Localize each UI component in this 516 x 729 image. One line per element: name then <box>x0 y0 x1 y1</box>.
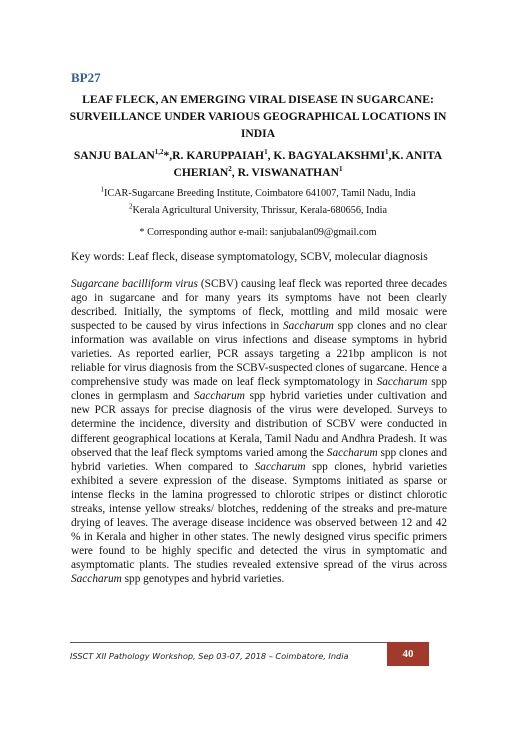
author-affiliation-mark: 1 <box>338 165 343 174</box>
author-list <box>60 147 456 181</box>
author-name: ANITA CHERIAN <box>173 149 443 179</box>
paper-title: LEAF FLECK, AN EMERGING VIRAL DISEASE IN SUGARCANE: SURVEILLANCE UNDER VARIOUS GEOGRAPHICAL LOCATIONS IN INDIA <box>69 93 447 140</box>
genus-name: Saccharum <box>71 572 122 585</box>
author-name: K. BAGYALAKSHMI <box>273 149 386 162</box>
author-affiliation-mark: 2 <box>228 165 232 174</box>
author-affiliation-mark: 1 <box>385 148 389 157</box>
author-separator: , <box>231 166 238 179</box>
affiliation-mark: 2 <box>129 202 133 211</box>
author-affiliation-mark: 1 <box>264 148 268 157</box>
author-affiliation-mark: 1,2 <box>154 148 164 157</box>
abstract-body <box>71 277 447 586</box>
genus-name: Saccharum <box>254 460 306 473</box>
abstract-text: spp hybrid varieties under cultivation and new PCR assays for precise diagnosis of the virus were developed. Surveys to determine the incidence, diversity and distribution of SCBV were conducted in different geographical locations at Kerala, Tamil Nadu and Andhra Pradesh. It was observed that the leaf fleck symptoms varied among the <box>71 390 448 459</box>
author-separator: *, <box>163 149 173 162</box>
author-separator: ,K. <box>388 149 406 162</box>
genus-name: Saccharum <box>194 390 245 403</box>
keywords: Key words: Leaf fleck, disease symptomatology, SCBV, molecular diagnosis <box>71 250 428 263</box>
abstract-text: spp clones in germplasm and <box>71 376 447 403</box>
footer-text: ISSCT XII Pathology Workshop, Sep 03-07, 2018 – Coimbatore, India <box>70 651 349 661</box>
affiliation-text: Kerala Agricultural University, Thrissur, Kerala-680656, India <box>132 205 387 216</box>
page-number: 40 <box>387 642 429 666</box>
paper-code: BP27 <box>71 70 101 85</box>
affiliation-text: ICAR-Sugarcane Breeding Institute, Coimbatore 641007, Tamil Nadu, India <box>104 188 416 199</box>
affiliation-2 <box>60 204 456 217</box>
species-name: Sugarcane bacilliform virus <box>71 278 198 290</box>
genus-name: Saccharum <box>326 446 378 459</box>
author-name: R. VISWANATHAN <box>237 166 339 179</box>
abstract-text: spp clones, hybrid varieties exhibited a severe expression of the disease. Symptoms initiated as sparse or intense flecks in the lamina progressed to chlorotic stripes or distinct chlorotic streaks, intense yellow streaks/ blotches, reddening of the streaks and pre-mature drying of leaves. The average disease incidence was observed between 12 and 42 % in Kerala and higher in other states. The newly designed virus specific primers were found to be highly specific and detected the virus in symptomatic and asymptomatic plants. The studies revealed extensive spread of the virus across <box>71 460 447 571</box>
footer-divider <box>70 642 400 643</box>
abstract-text: (SCBV) causing leaf fleck was reported three decades ago in sugarcane and for many years its symptoms have not been clearly described. Initially, the symptoms of fleck, mottling and mild mosaic were suspected to be caused by virus infections in <box>71 278 447 333</box>
genus-name: Saccharum <box>376 376 428 389</box>
abstract-text: spp clones and hybrid varieties. When compared to <box>71 446 448 473</box>
affiliation-1 <box>60 187 456 200</box>
abstract-text: spp genotypes and hybrid varieties. <box>121 572 285 585</box>
abstract-text: spp clones and no clear information was available on virus infections and disease symptoms in hybrid varieties. As reported earlier, PCR assays targeting a 221bp amplicon is not reliable for virus diagnosis from the SCBV-suspected clones of sugarcane. Hence a comprehensive study was made on leaf fleck symptomatology in <box>71 320 447 389</box>
affiliation-mark: 1 <box>100 185 105 194</box>
author-separator: , <box>267 149 274 162</box>
genus-name: Saccharum <box>282 320 334 333</box>
author-name: SANJU BALAN <box>73 149 155 162</box>
author-name: R. KARUPPAIAH <box>172 149 265 162</box>
corresponding-author: * Corresponding author e-mail: sanjubalan09@gmail.com <box>139 227 377 238</box>
